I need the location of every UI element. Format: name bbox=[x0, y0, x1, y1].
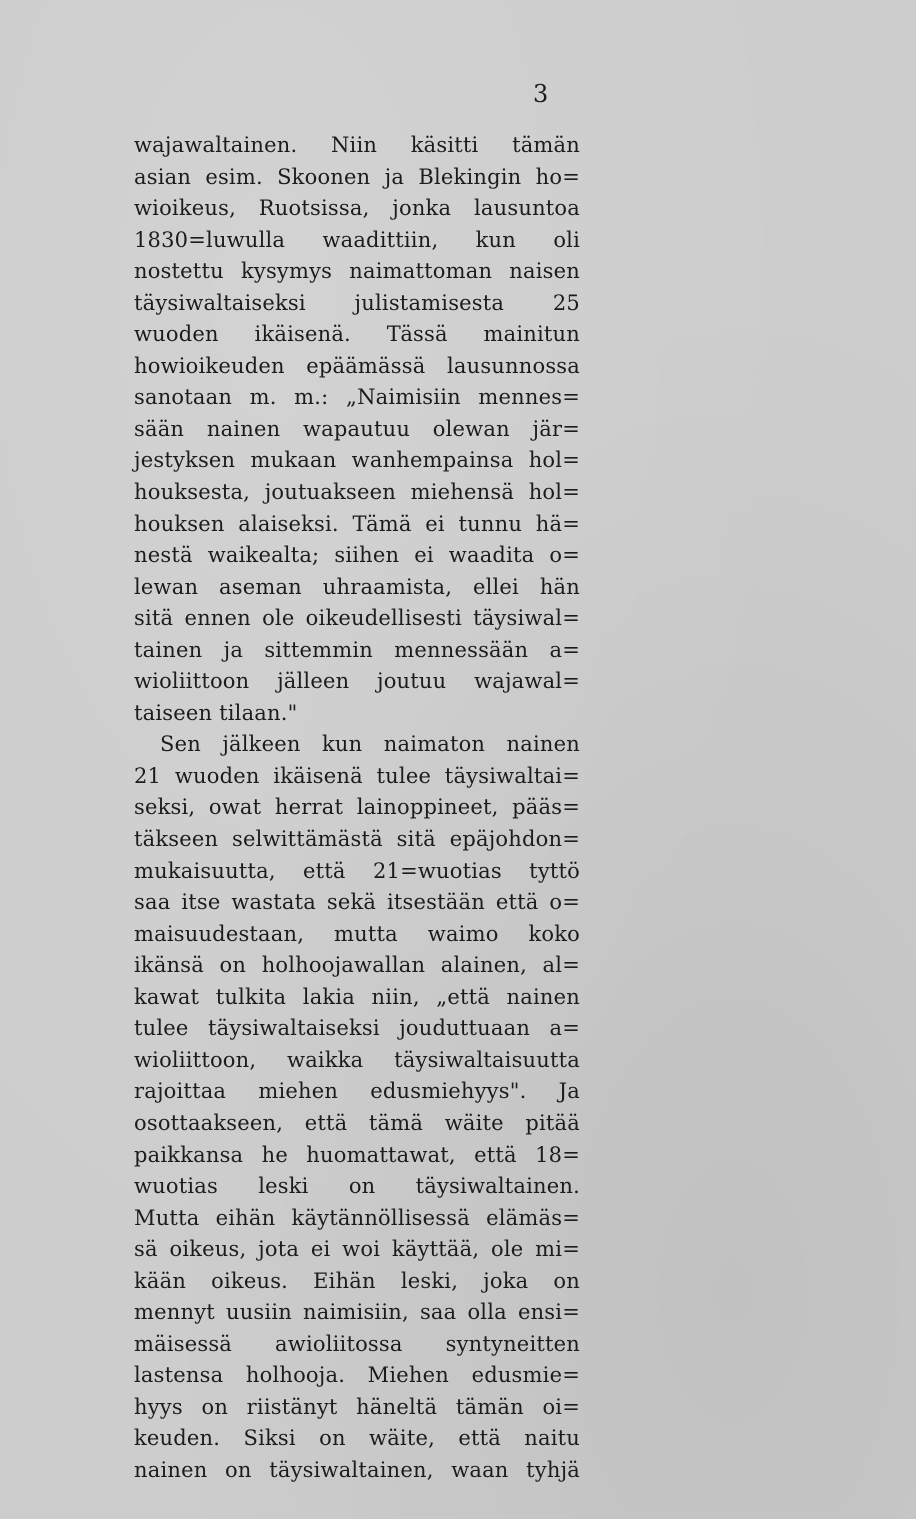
text-line: wioliittoon, waikka täysiwaltaisuutta bbox=[134, 1047, 580, 1072]
text-line: lewan aseman uhraamista, ellei hän bbox=[134, 574, 580, 599]
text-line: howioikeuden epäämässä lausunnossa bbox=[134, 353, 580, 378]
text-line: wioliittoon jälleen joutuu wajawal= bbox=[134, 669, 580, 694]
text-line: mennyt uusiin naimisiin, saa olla ensi= bbox=[134, 1300, 580, 1325]
text-line: houksen alaiseksi. Tämä ei tunnu hä= bbox=[134, 511, 580, 536]
text-line: mukaisuutta, että 21=wuotias tyttö bbox=[134, 858, 580, 883]
body-text bbox=[134, 130, 580, 1487]
text-line: wioikeus, Ruotsissa, jonka lausuntoa bbox=[134, 196, 580, 221]
text-line: täkseen selwittämästä sitä epäjohdon= bbox=[134, 827, 580, 852]
text-line: asian esim. Skoonen ja Blekingin ho= bbox=[134, 164, 580, 189]
text-line: wuoden ikäisenä. Tässä mainitun bbox=[134, 322, 580, 347]
text-line: osottaakseen, että tämä wäite pitää bbox=[134, 1110, 580, 1135]
text-line: 21 wuoden ikäisenä tulee täysiwaltai= bbox=[134, 763, 580, 788]
text-line: wuotias leski on täysiwaltainen. bbox=[134, 1174, 580, 1199]
text-line: sitä ennen ole oikeudellisesti täysiwal= bbox=[134, 606, 580, 631]
text-line: rajoittaa miehen edusmiehyys". Ja bbox=[134, 1079, 580, 1104]
text-line: taiseen tilaan." bbox=[134, 700, 298, 725]
text-line: sään nainen wapautuu olewan jär= bbox=[134, 416, 580, 441]
text-line: hyys on riistänyt häneltä tämän oi= bbox=[134, 1394, 580, 1419]
text-line: lastensa holhooja. Miehen edusmie= bbox=[134, 1363, 580, 1388]
text-line: Sen jälkeen kun naimaton nainen bbox=[160, 732, 580, 757]
text-line: kään oikeus. Eihän leski, joka on bbox=[134, 1268, 580, 1293]
text-line: nestä waikealta; siihen ei waadita o= bbox=[134, 543, 580, 568]
text-line: sä oikeus, jota ei woi käyttää, ole mi= bbox=[134, 1237, 580, 1262]
page-number: 3 bbox=[533, 80, 549, 108]
text-line: seksi, owat herrat lainoppineet, pääs= bbox=[134, 795, 580, 820]
text-line: nainen on täysiwaltainen, waan tyhjä bbox=[134, 1457, 580, 1482]
text-line: keuden. Siksi on wäite, että naitu bbox=[134, 1426, 580, 1451]
text-line: jestyksen mukaan wanhempainsa hol= bbox=[134, 448, 580, 473]
text-line: nostettu kysymys naimattoman naisen bbox=[134, 259, 580, 284]
text-line: täysiwaltaiseksi julistamisesta 25 bbox=[134, 290, 580, 315]
text-line: Mutta eihän käytännöllisessä elämäs= bbox=[134, 1205, 580, 1230]
text-line: 1830=luwulla waadittiin, kun oli bbox=[134, 227, 580, 252]
text-line: kawat tulkita lakia niin, „että nainen bbox=[134, 984, 580, 1009]
text-line: tulee täysiwaltaiseksi jouduttuaan a= bbox=[134, 1016, 580, 1041]
text-line: houksesta, joutuakseen miehensä hol= bbox=[134, 480, 580, 505]
text-line: paikkansa he huomattawat, että 18= bbox=[134, 1142, 580, 1167]
text-line: ikänsä on holhoojawallan alainen, al= bbox=[134, 953, 580, 978]
text-line: wajawaltainen. Niin käsitti tämän bbox=[134, 133, 580, 157]
text-line: mäisessä awioliitossa syntyneitten bbox=[134, 1331, 580, 1356]
text-line: sanotaan m. m.: „Naimisiin mennes= bbox=[134, 385, 580, 410]
text-line: tainen ja sittemmin mennessään a= bbox=[134, 637, 580, 662]
text-line: saa itse wastata sekä itsestään että o= bbox=[134, 890, 580, 915]
text-line: maisuudestaan, mutta waimo koko bbox=[134, 921, 580, 946]
